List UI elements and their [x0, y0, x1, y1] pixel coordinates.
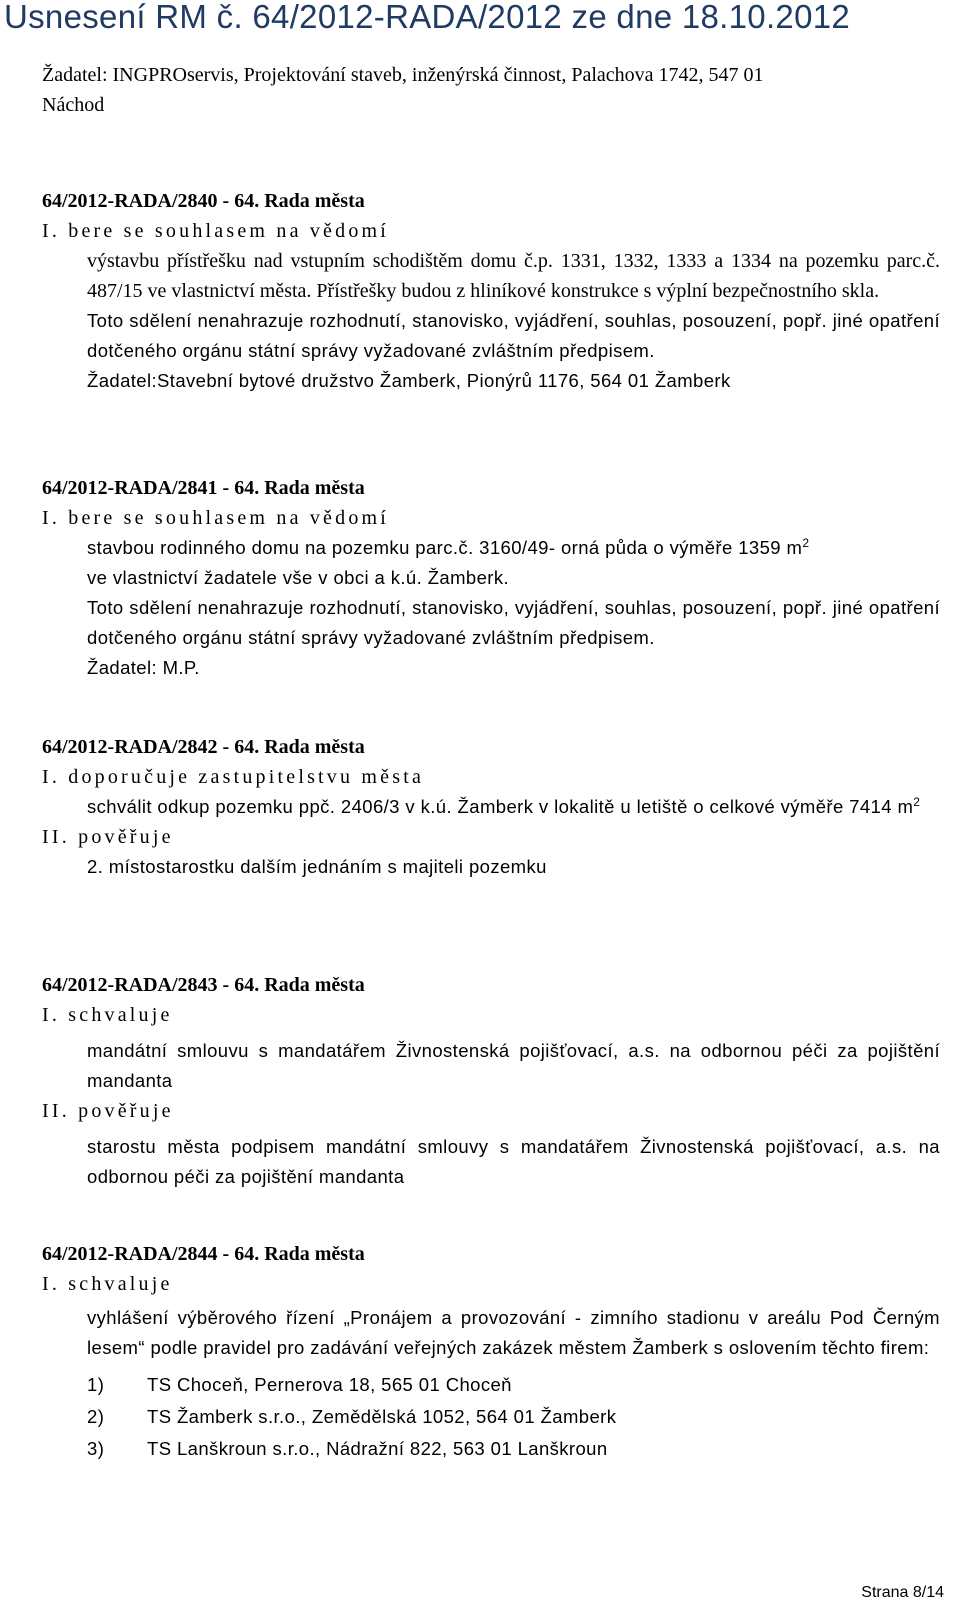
- resolution-2843: [42, 970, 940, 1192]
- resolution-text: [87, 792, 940, 822]
- resolution-verb: I. bere se souhlasem na vědomí: [42, 220, 390, 242]
- resolution-disclaimer: Toto sdělení nenahrazuje rozhodnutí, stanovisko, vyjádření, souhlas, posouzení, popř. jiné opatření dotčeného orgánu státní správy vyžadované zvláštním předpisem.: [87, 597, 940, 648]
- resolution-text-cont: ve vlastnictví žadatele vše v obci a k.ú. Žamberk.: [87, 567, 510, 588]
- list-number: 2): [87, 1406, 105, 1427]
- firm-list: [87, 1369, 940, 1465]
- resolution-2844: [42, 1239, 940, 1465]
- list-item: [87, 1401, 940, 1433]
- resolution-2840: [42, 186, 940, 396]
- resolution-title: 64/2012-RADA/2842 - 64. Rada města: [42, 736, 365, 758]
- resolution-verb: I. schvaluje: [42, 1004, 173, 1026]
- resolution-verb-2: II. pověřuje: [42, 826, 174, 848]
- resolution-text-2: starostu města podpisem mandátní smlouvy s mandatářem Živnostenská pojišťovací, a.s. na odbornou péči za pojištění mandanta: [87, 1136, 940, 1187]
- resolution-applicant: Žadatel:Stavební bytové družstvo Žamberk, Pionýrů 1176, 564 01 Žamberk: [87, 370, 731, 391]
- list-number: 1): [87, 1374, 105, 1395]
- resolution-verb: I. bere se souhlasem na vědomí: [42, 507, 390, 529]
- resolution-text: [87, 533, 940, 563]
- resolution-text: výstavbu přístřešku nad vstupním schodištěm domu č.p. 1331, 1332, 1333 a 1334 na pozemku parc.č. 487/15 ve vlastnictví města. Přístřešky budou z hliníkové konstrukce s výplní bezpečnostního skla.: [87, 250, 940, 302]
- resolution-title: 64/2012-RADA/2844 - 64. Rada města: [42, 1243, 365, 1265]
- resolution-2841: [42, 473, 940, 683]
- resolution-text: mandátní smlouvu s mandatářem Živnostenská pojišťovací, a.s. na odbornou péči za pojištění mandanta: [87, 1040, 940, 1091]
- resolution-applicant: Žadatel: M.P.: [87, 657, 200, 678]
- resolution-title: 64/2012-RADA/2841 - 64. Rada města: [42, 477, 365, 499]
- resolution-text-2: 2. místostarostku dalším jednáním s majiteli pozemku: [87, 856, 547, 877]
- superscript: 2: [802, 535, 810, 550]
- resolution-verb-2: II. pověřuje: [42, 1100, 174, 1122]
- zadatel-line-2: Náchod: [42, 94, 105, 116]
- resolution-text: vyhlášení výběrového řízení „Pronájem a provozování - zimního stadionu v areálu Pod Černým lesem“ podle pravidel pro zadávání veřejných zakázek městem Žamberk s oslovením těchto firem:: [87, 1307, 940, 1358]
- list-number: 3): [87, 1438, 105, 1459]
- resolution-verb: I. doporučuje zastupitelstvu města: [42, 766, 425, 788]
- resolution-title: 64/2012-RADA/2843 - 64. Rada města: [42, 974, 365, 996]
- list-item: [87, 1433, 940, 1465]
- resolution-2842: [42, 732, 940, 882]
- list-text: TS Choceň, Pernerova 18, 565 01 Choceň: [147, 1374, 512, 1395]
- zadatel-line-1: Žadatel: INGPROservis, Projektování staveb, inženýrská činnost, Palachova 1742, 547 01: [42, 64, 764, 86]
- superscript: 2: [913, 794, 921, 809]
- list-item: [87, 1369, 940, 1401]
- intro-section: [42, 60, 940, 120]
- list-text: TS Žamberk s.r.o., Zemědělská 1052, 564 01 Žamberk: [147, 1406, 617, 1427]
- resolution-disclaimer: Toto sdělení nenahrazuje rozhodnutí, stanovisko, vyjádření, souhlas, posouzení, popř. jiné opatření dotčeného orgánu státní správy vyžadované zvláštním předpisem.: [87, 310, 940, 361]
- page-number: Strana 8/14: [861, 1584, 944, 1601]
- list-text: TS Lanškroun s.r.o., Nádražní 822, 563 01 Lanškroun: [147, 1438, 608, 1459]
- resolution-verb: I. schvaluje: [42, 1273, 173, 1295]
- resolution-text-main: stavbou rodinného domu na pozemku parc.č. 3160/49- orná půda o výměře 1359 m: [87, 537, 803, 558]
- resolution-text-main: schválit odkup pozemku ppč. 2406/3 v k.ú. Žamberk v lokalitě u letiště o celkové výměře 7414 m: [87, 796, 914, 817]
- resolution-title: 64/2012-RADA/2840 - 64. Rada města: [42, 190, 365, 212]
- page-header-title: Usnesení RM č. 64/2012-RADA/2012 ze dne 18.10.2012: [4, 0, 851, 35]
